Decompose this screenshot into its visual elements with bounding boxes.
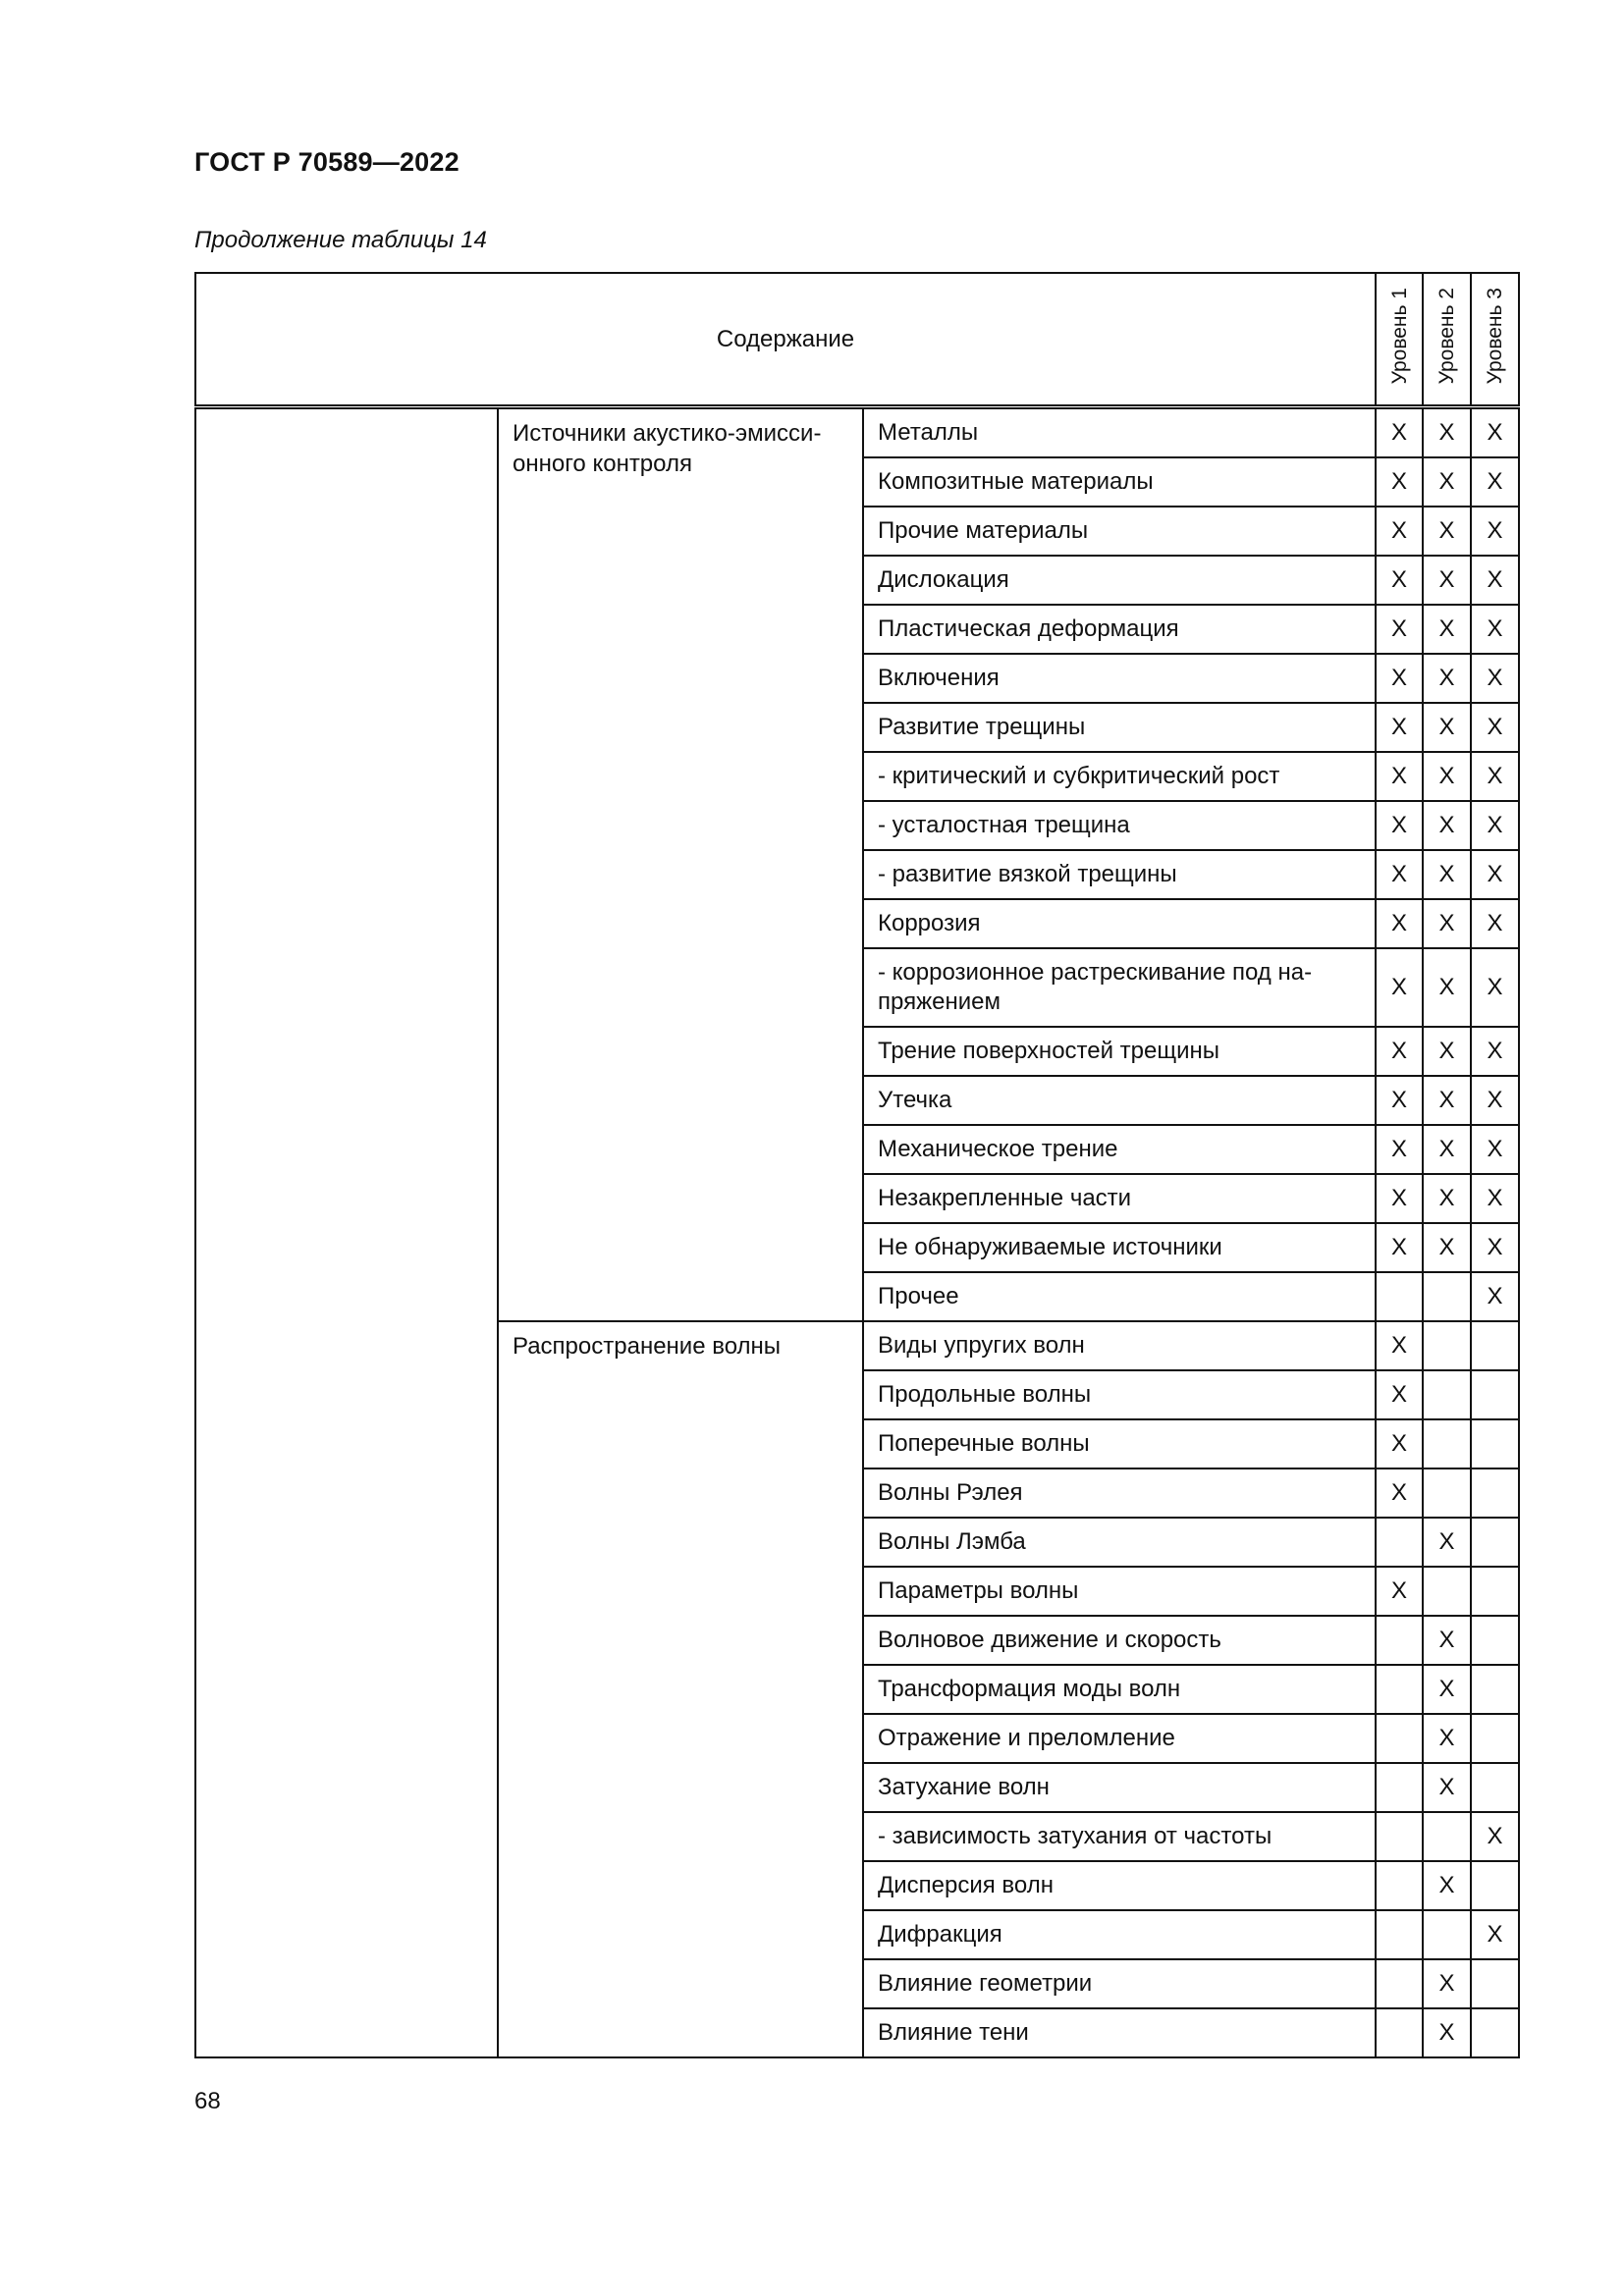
group-name-line: онного контроля xyxy=(513,451,692,477)
level-3-mark xyxy=(1471,1763,1519,1812)
level-1-mark: X xyxy=(1376,752,1423,801)
level-1-mark: X xyxy=(1376,1468,1423,1518)
table-row xyxy=(195,407,1519,458)
level-2-mark: X xyxy=(1423,1076,1471,1125)
level-3-mark: X xyxy=(1471,752,1519,801)
level-3-mark xyxy=(1471,1321,1519,1370)
level-3-mark: X xyxy=(1471,850,1519,899)
level-3-mark: X xyxy=(1471,1223,1519,1272)
level-1-mark: X xyxy=(1376,1370,1423,1419)
item-name: Волны Рэлея xyxy=(863,1468,1376,1518)
level-1-mark: X xyxy=(1376,654,1423,703)
table-caption: Продолжение таблицы 14 xyxy=(194,227,487,253)
level-2-mark: X xyxy=(1423,850,1471,899)
item-name: - развитие вязкой трещины xyxy=(863,850,1376,899)
level-2-mark: X xyxy=(1423,1125,1471,1174)
level-3-mark: X xyxy=(1471,605,1519,654)
level-1-mark: X xyxy=(1376,1076,1423,1125)
level-2-mark: X xyxy=(1423,1518,1471,1567)
header-level-3 xyxy=(1471,273,1519,407)
level-2-mark: X xyxy=(1423,1959,1471,2008)
level-2-mark xyxy=(1423,1272,1471,1321)
item-name: Дисперсия волн xyxy=(863,1861,1376,1910)
level-3-mark: X xyxy=(1471,1910,1519,1959)
item-name: Композитные материалы xyxy=(863,457,1376,507)
level-1-mark xyxy=(1376,2008,1423,2057)
level-1-mark xyxy=(1376,1714,1423,1763)
level-1-mark: X xyxy=(1376,605,1423,654)
level-2-mark: X xyxy=(1423,457,1471,507)
level-3-mark xyxy=(1471,1714,1519,1763)
item-name: Дифракция xyxy=(863,1910,1376,1959)
level-3-mark: X xyxy=(1471,703,1519,752)
level-3-mark xyxy=(1471,1567,1519,1616)
item-name: Трение поверхностей трещины xyxy=(863,1027,1376,1076)
item-name: Коррозия xyxy=(863,899,1376,948)
level-3-mark: X xyxy=(1471,1125,1519,1174)
level-2-mark: X xyxy=(1423,507,1471,556)
level-3-mark: X xyxy=(1471,1174,1519,1223)
header-content: Содержание xyxy=(195,273,1376,407)
item-name: Утечка xyxy=(863,1076,1376,1125)
item-name: Незакрепленные части xyxy=(863,1174,1376,1223)
item-name: Металлы xyxy=(863,407,1376,458)
level-3-mark: X xyxy=(1471,1272,1519,1321)
item-name: Продольные волны xyxy=(863,1370,1376,1419)
level-1-mark: X xyxy=(1376,1174,1423,1223)
level-2-mark xyxy=(1423,1468,1471,1518)
group-name: Распространение волны xyxy=(498,1321,863,2057)
level-1-mark: X xyxy=(1376,948,1423,1027)
level-3-mark: X xyxy=(1471,407,1519,458)
level-2-mark xyxy=(1423,1419,1471,1468)
level-3-mark: X xyxy=(1471,801,1519,850)
header-level-1 xyxy=(1376,273,1423,407)
header-level-2 xyxy=(1423,273,1471,407)
item-name: Трансформация моды волн xyxy=(863,1665,1376,1714)
group-name-line: Источники акустико-эмисси- xyxy=(513,420,822,447)
level-3-mark: X xyxy=(1471,556,1519,605)
item-name: - усталостная трещина xyxy=(863,801,1376,850)
level-2-mark: X xyxy=(1423,1861,1471,1910)
level-1-mark xyxy=(1376,1763,1423,1812)
level-1-mark xyxy=(1376,1910,1423,1959)
group-name xyxy=(498,407,863,1322)
level-1-mark xyxy=(1376,1616,1423,1665)
level-1-mark: X xyxy=(1376,507,1423,556)
header-level-1-label: Уровень 1 xyxy=(1387,287,1411,385)
item-name: Включения xyxy=(863,654,1376,703)
level-1-mark: X xyxy=(1376,850,1423,899)
level-1-mark: X xyxy=(1376,1321,1423,1370)
item-name: - зависимость затухания от частоты xyxy=(863,1812,1376,1861)
level-1-mark xyxy=(1376,1959,1423,2008)
level-3-mark xyxy=(1471,1518,1519,1567)
item-name xyxy=(863,948,1376,1027)
level-3-mark: X xyxy=(1471,899,1519,948)
level-3-mark xyxy=(1471,1861,1519,1910)
item-name: Затухание волн xyxy=(863,1763,1376,1812)
item-name: Влияние геометрии xyxy=(863,1959,1376,2008)
level-1-mark: X xyxy=(1376,1027,1423,1076)
level-3-mark xyxy=(1471,1959,1519,2008)
level-2-mark: X xyxy=(1423,654,1471,703)
item-name: Пластическая деформация xyxy=(863,605,1376,654)
item-name: Поперечные волны xyxy=(863,1419,1376,1468)
level-2-mark: X xyxy=(1423,801,1471,850)
level-2-mark xyxy=(1423,1321,1471,1370)
level-2-mark xyxy=(1423,1370,1471,1419)
level-1-mark: X xyxy=(1376,1125,1423,1174)
level-1-mark xyxy=(1376,1518,1423,1567)
level-2-mark: X xyxy=(1423,1763,1471,1812)
level-2-mark: X xyxy=(1423,407,1471,458)
item-name: Влияние тени xyxy=(863,2008,1376,2057)
level-3-mark: X xyxy=(1471,1076,1519,1125)
level-2-mark: X xyxy=(1423,948,1471,1027)
level-3-mark xyxy=(1471,1370,1519,1419)
level-3-mark xyxy=(1471,2008,1519,2057)
level-1-mark: X xyxy=(1376,1419,1423,1468)
item-name: Параметры волны xyxy=(863,1567,1376,1616)
requirements-table xyxy=(194,272,1520,2058)
table-body xyxy=(195,407,1519,2058)
level-1-mark xyxy=(1376,1665,1423,1714)
level-2-mark xyxy=(1423,1567,1471,1616)
level-3-mark: X xyxy=(1471,507,1519,556)
level-1-mark: X xyxy=(1376,457,1423,507)
level-1-mark: X xyxy=(1376,556,1423,605)
item-name: Виды упругих волн xyxy=(863,1321,1376,1370)
item-name: Отражение и преломление xyxy=(863,1714,1376,1763)
item-name: Прочее xyxy=(863,1272,1376,1321)
level-1-mark xyxy=(1376,1812,1423,1861)
item-name-line: пряжением xyxy=(878,988,1001,1015)
header-level-3-label: Уровень 3 xyxy=(1484,287,1506,385)
level-2-mark: X xyxy=(1423,1714,1471,1763)
level-3-mark xyxy=(1471,1665,1519,1714)
level-3-mark: X xyxy=(1471,948,1519,1027)
level-2-mark: X xyxy=(1423,556,1471,605)
level-3-mark: X xyxy=(1471,457,1519,507)
level-3-mark: X xyxy=(1471,654,1519,703)
blank-section-cell xyxy=(195,407,498,2058)
level-2-mark: X xyxy=(1423,2008,1471,2057)
level-2-mark xyxy=(1423,1812,1471,1861)
level-1-mark: X xyxy=(1376,703,1423,752)
level-2-mark: X xyxy=(1423,1223,1471,1272)
level-1-mark: X xyxy=(1376,1567,1423,1616)
item-name: Не обнаруживаемые источники xyxy=(863,1223,1376,1272)
level-1-mark: X xyxy=(1376,801,1423,850)
level-3-mark: X xyxy=(1471,1812,1519,1861)
level-2-mark: X xyxy=(1423,899,1471,948)
level-3-mark xyxy=(1471,1419,1519,1468)
level-2-mark: X xyxy=(1423,1665,1471,1714)
item-name: Развитие трещины xyxy=(863,703,1376,752)
level-3-mark xyxy=(1471,1468,1519,1518)
level-1-mark xyxy=(1376,1272,1423,1321)
level-3-mark: X xyxy=(1471,1027,1519,1076)
item-name: Волновое движение и скорость xyxy=(863,1616,1376,1665)
level-2-mark: X xyxy=(1423,703,1471,752)
table-header-row xyxy=(195,273,1519,407)
level-3-mark xyxy=(1471,1616,1519,1665)
level-2-mark xyxy=(1423,1910,1471,1959)
level-2-mark: X xyxy=(1423,605,1471,654)
level-2-mark: X xyxy=(1423,1027,1471,1076)
level-1-mark: X xyxy=(1376,899,1423,948)
level-1-mark: X xyxy=(1376,407,1423,458)
level-2-mark: X xyxy=(1423,752,1471,801)
page-number: 68 xyxy=(194,2088,221,2114)
level-1-mark xyxy=(1376,1861,1423,1910)
item-name: - критический и субкритический рост xyxy=(863,752,1376,801)
item-name: Прочие материалы xyxy=(863,507,1376,556)
level-2-mark: X xyxy=(1423,1616,1471,1665)
item-name: Механическое трение xyxy=(863,1125,1376,1174)
item-name: Дислокация xyxy=(863,556,1376,605)
header-level-2-label: Уровень 2 xyxy=(1435,287,1458,385)
level-2-mark: X xyxy=(1423,1174,1471,1223)
level-1-mark: X xyxy=(1376,1223,1423,1272)
document-code: ГОСТ Р 70589—2022 xyxy=(194,147,460,177)
item-name: Волны Лэмба xyxy=(863,1518,1376,1567)
item-name-line: - коррозионное растрескивание под на- xyxy=(878,959,1313,986)
